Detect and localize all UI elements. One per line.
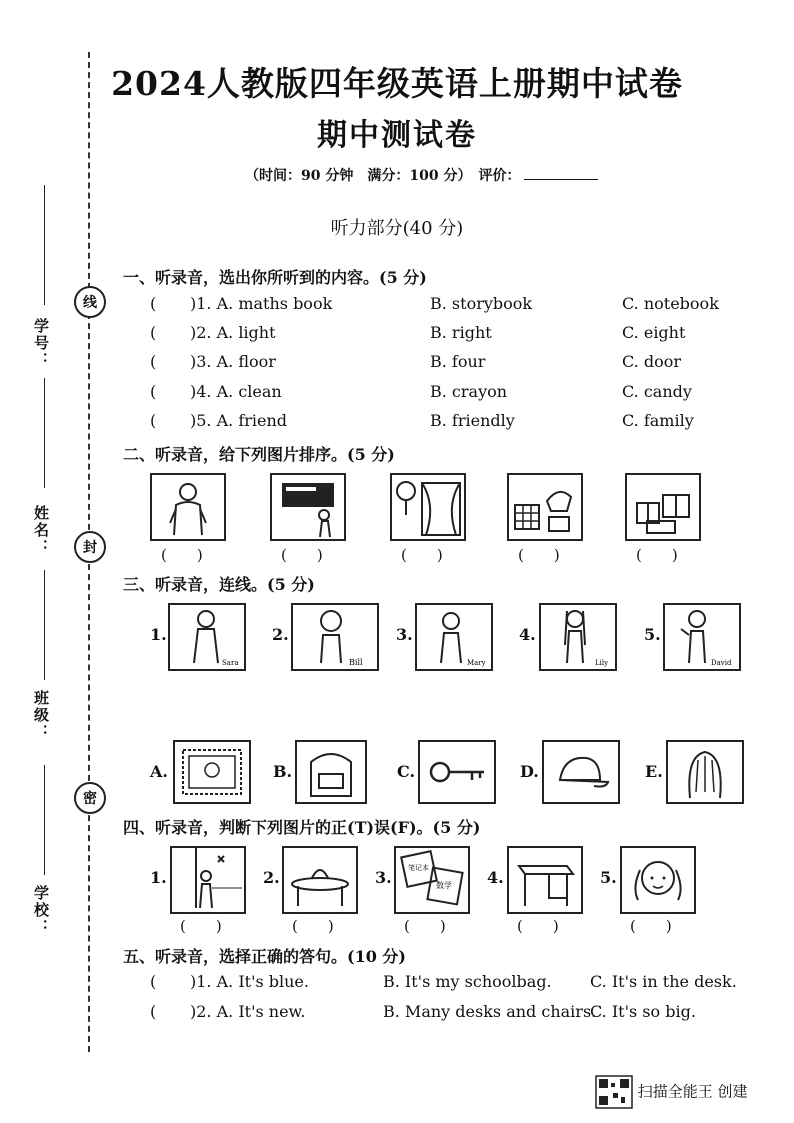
seal-line-char: 线 (74, 286, 106, 318)
section4-heading: 四、听录音，判断下列图片的正(T)误(F)。(5 分) (123, 818, 481, 837)
s2-picture-gifts (625, 473, 701, 541)
listening-part-heading: 听力部分(40 分) (330, 218, 464, 239)
s4-answer-3[interactable]: ( ) (404, 917, 446, 935)
key-icon (420, 742, 494, 802)
s4-answer-4[interactable]: ( ) (517, 917, 559, 935)
s3-object-hair[interactable] (666, 740, 744, 804)
person-name: Sara (222, 659, 239, 667)
s1-paren[interactable]: ( (150, 411, 157, 430)
label-name: 姓名： (32, 505, 50, 556)
s2-picture-blackboard (270, 473, 346, 541)
s3-object-cap[interactable] (542, 740, 620, 804)
s4-picture-table (282, 846, 358, 914)
person-name: Bill (349, 658, 363, 667)
s3-num-4: 4. (519, 625, 536, 644)
s4-picture-books (394, 846, 470, 914)
s4-picture-girl (620, 846, 696, 914)
girl-icon (417, 605, 491, 669)
label-class: 班级： (32, 690, 50, 741)
book-label-maths: 数学 (436, 881, 452, 890)
boy-icon (665, 605, 739, 669)
man-icon (152, 475, 224, 539)
qr-code-icon (595, 1075, 633, 1109)
s4-picture-light (170, 846, 246, 914)
s1-option-a: )4. A. clean (190, 382, 282, 401)
s1-option-c: C. family (622, 411, 694, 430)
s1-option-a: )3. A. floor (190, 352, 276, 371)
s4-answer-2[interactable]: ( ) (292, 917, 334, 935)
book-label-notebook: 笔记本 (408, 864, 429, 872)
s3-letter-c: C. (397, 762, 416, 781)
seal-seal-char: 封 (74, 531, 106, 563)
s5-option-c: C. It's so big. (590, 1002, 696, 1021)
s3-num-3: 3. (396, 625, 413, 644)
s5-option-c: C. It's in the desk. (590, 972, 737, 991)
person-name: Mary (467, 659, 486, 667)
s2-answer-2[interactable]: ( ) (281, 546, 323, 564)
table-icon (284, 848, 356, 912)
page-subtitle: 期中测试卷 (317, 118, 477, 153)
s1-option-b: B. four (430, 352, 486, 371)
s3-person-lily[interactable] (539, 603, 617, 671)
s3-letter-d: D. (520, 762, 539, 781)
s1-paren[interactable]: ( (150, 382, 157, 401)
scanner-footer (595, 1075, 748, 1109)
s3-object-stamp[interactable] (173, 740, 251, 804)
s1-option-c: C. eight (622, 323, 686, 342)
light-switch-icon (172, 848, 244, 912)
student-id-line (44, 185, 45, 305)
s1-option-b: B. crayon (430, 382, 508, 401)
section1-heading: 一、听录音，选出你所听到的内容。(5 分) (123, 268, 427, 287)
seal-secret-char: 密 (74, 782, 106, 814)
toys-icon (509, 475, 581, 539)
s1-option-a: )1. A. maths book (190, 294, 333, 313)
hair-icon (668, 742, 742, 802)
exam-info-text: （时间：90 分钟 满分：100 分） 评价： (245, 168, 521, 184)
s5-option-a: )1. A. It's blue. (190, 972, 309, 991)
s3-letter-a: A. (150, 762, 168, 781)
schoolbag-icon (297, 742, 365, 802)
page-title: 2024人教版四年级英语上册期中试卷 (111, 64, 683, 103)
s3-num-1: 1. (150, 625, 167, 644)
section2-heading: 二、听录音，给下列图片排序。(5 分) (123, 445, 395, 464)
s2-picture-window (390, 473, 466, 541)
s5-paren[interactable]: ( (150, 972, 157, 991)
s3-letter-e: E. (645, 762, 663, 781)
school-line (44, 765, 45, 875)
s3-person-sara[interactable] (168, 603, 246, 671)
s2-answer-3[interactable]: ( ) (401, 546, 443, 564)
s3-object-key[interactable] (418, 740, 496, 804)
s4-num-3: 3. (375, 868, 392, 887)
class-line (44, 570, 45, 680)
girl-face-icon (622, 848, 694, 912)
s2-answer-4[interactable]: ( ) (518, 546, 560, 564)
blackboard-icon (272, 475, 344, 539)
s1-option-b: B. storybook (430, 294, 533, 313)
s5-option-a: )2. A. It's new. (190, 1002, 306, 1021)
s2-answer-5[interactable]: ( ) (636, 546, 678, 564)
desk-icon (509, 848, 581, 912)
s3-person-david[interactable] (663, 603, 741, 671)
s3-letter-b: B. (273, 762, 293, 781)
s1-paren[interactable]: ( (150, 294, 157, 313)
window-icon (392, 475, 464, 539)
s1-paren[interactable]: ( (150, 323, 157, 342)
s3-num-5: 5. (644, 625, 661, 644)
s1-option-c: C. notebook (622, 294, 719, 313)
gifts-icon (627, 475, 699, 539)
s1-option-b: B. friendly (430, 411, 515, 430)
evaluation-blank[interactable] (524, 179, 598, 180)
person-name: David (711, 659, 732, 667)
scanner-footer-text: 扫描全能王 创建 (637, 1082, 748, 1101)
s5-option-b: B. It's my schoolbag. (383, 972, 552, 991)
label-student-id: 学号： (32, 318, 50, 369)
s4-answer-1[interactable]: ( ) (180, 917, 222, 935)
s1-paren[interactable]: ( (150, 352, 157, 371)
s1-option-b: B. right (430, 323, 492, 342)
s3-person-bill[interactable] (291, 603, 379, 671)
person-name: Lily (595, 659, 609, 667)
s5-paren[interactable]: ( (150, 1002, 157, 1021)
s2-picture-man (150, 473, 226, 541)
s3-person-mary[interactable] (415, 603, 493, 671)
s4-answer-5[interactable]: ( ) (630, 917, 672, 935)
s4-num-5: 5. (600, 868, 617, 887)
girl-icon (170, 605, 244, 669)
s1-option-a: )2. A. light (190, 323, 276, 342)
section5-heading: 五、听录音，选择正确的答句。(10 分) (123, 947, 406, 966)
s3-num-2: 2. (272, 625, 289, 644)
name-line (44, 378, 45, 488)
cap-icon (544, 742, 618, 802)
label-school: 学校： (32, 885, 50, 936)
s4-num-4: 4. (487, 868, 504, 887)
s4-num-2: 2. (263, 868, 280, 887)
stamp-icon (175, 742, 249, 802)
girl-icon (541, 605, 615, 669)
s5-option-b: B. Many desks and chairs. (383, 1002, 597, 1021)
s1-option-c: C. candy (622, 382, 692, 401)
s3-object-schoolbag[interactable] (295, 740, 367, 804)
s4-picture-desk (507, 846, 583, 914)
s2-picture-toys (507, 473, 583, 541)
s2-answer-1[interactable]: ( ) (161, 546, 203, 564)
s1-option-a: )5. A. friend (190, 411, 288, 430)
s4-num-1: 1. (150, 868, 167, 887)
boy-icon (293, 605, 377, 669)
s1-option-c: C. door (622, 352, 681, 371)
section3-heading: 三、听录音，连线。(5 分) (123, 575, 315, 594)
exam-info (245, 165, 598, 185)
books-icon (396, 848, 468, 912)
